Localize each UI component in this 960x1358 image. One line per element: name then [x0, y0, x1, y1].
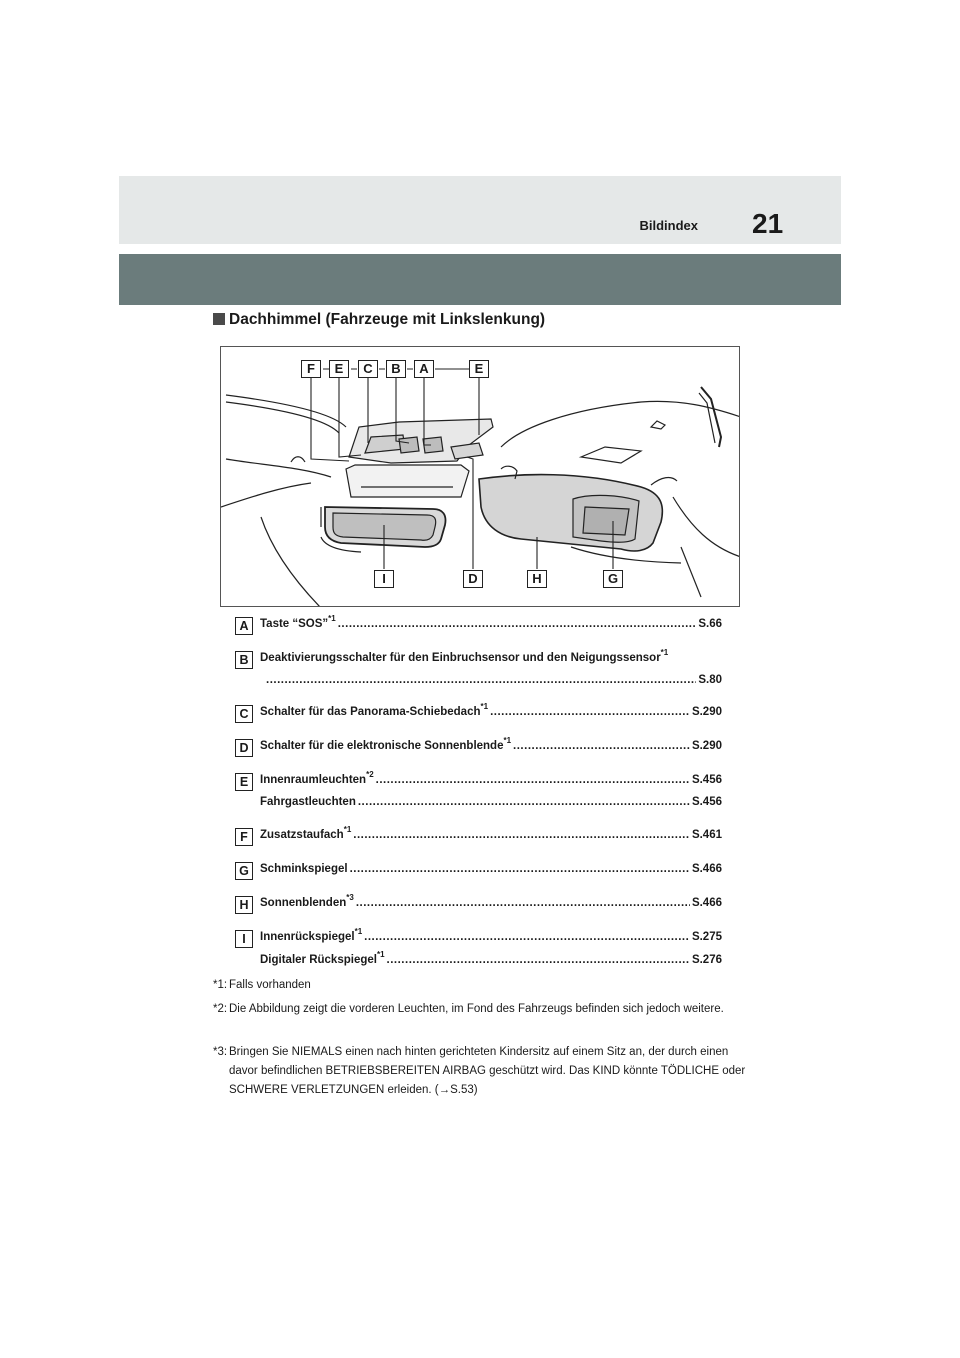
footnote-1 — [213, 976, 753, 995]
entry-badge-d: D — [235, 739, 253, 757]
leader-dots — [513, 740, 690, 752]
header-section-title: Bildindex — [639, 218, 698, 233]
leader-dots — [387, 954, 690, 966]
leader-dots — [376, 774, 690, 786]
entry-label: Schalter für die elektronische Sonnenblende$^{*1}$ — [260, 736, 512, 752]
entry-label: Schminkspiegel — [260, 863, 348, 875]
header-band — [119, 176, 841, 244]
callout-g: G — [603, 570, 623, 588]
entry-label: Zusatzstaufach$^{*1}$ — [260, 825, 352, 841]
entry-label: Digitaler Rückspiegel$^{*1}$ — [260, 950, 385, 966]
footnote-mark: *3: — [213, 1046, 228, 1058]
entry-h-line — [260, 893, 722, 909]
page-reference[interactable]: S.276 — [691, 954, 722, 966]
entry-badge-b: B — [235, 651, 253, 669]
section-title — [213, 311, 545, 329]
entry-label: Innenraumleuchten$^{*2}$ — [260, 770, 374, 786]
entry-badge-e: E — [235, 773, 253, 791]
entry-e-line2 — [260, 796, 722, 808]
entry-label: Innenrückspiegel$^{*1}$ — [260, 927, 363, 943]
entry-e-line1 — [260, 770, 722, 786]
footnote-text: Die Abbildung zeigt die vorderen Leuchten, im Fond des Fahrzeugs befinden sich jedoch weitere. — [229, 1003, 724, 1015]
callout-f: F — [301, 360, 321, 378]
page-reference[interactable]: S.290 — [691, 706, 722, 718]
callout-e: E — [329, 360, 349, 378]
page-reference[interactable]: S.80 — [698, 674, 722, 686]
illustration-drawing — [221, 347, 740, 607]
page-reference[interactable]: S.66 — [698, 618, 722, 630]
entry-i-line1 — [260, 927, 722, 943]
footnote-text: Bringen Sie NIEMALS einen nach hinten gerichteten Kindersitz auf einem Sitz an, der durch einen davor befindlichen BETRIEBSBEREITEN AIRBAG geschützt wird. Das KIND könnte TÖDLICHE oder SCHWERE VERLETZUNGEN erleiden. (→S.53) — [229, 1046, 746, 1096]
page-reference[interactable]: S.461 — [691, 829, 722, 841]
callout-a: A — [414, 360, 434, 378]
page-reference[interactable]: S.456 — [691, 796, 722, 808]
callout-i: I — [374, 570, 394, 588]
bullet-square-icon — [213, 313, 225, 325]
entry-label: Schalter für das Panorama-Schiebedach$^{*1}$ — [260, 702, 489, 718]
page-reference[interactable]: S.466 — [691, 863, 722, 875]
footnote-text: Falls vorhanden — [229, 979, 311, 991]
page-number: 21 — [752, 208, 784, 239]
page-reference[interactable]: S.466 — [691, 897, 722, 909]
entry-badge-a: A — [235, 617, 253, 635]
entry-b-line2 — [264, 674, 722, 686]
leader-dots — [338, 618, 697, 630]
footnote-3 — [213, 1043, 753, 1096]
page-reference[interactable]: S.275 — [691, 931, 722, 943]
leader-dots — [353, 829, 690, 841]
entry-c-line — [260, 702, 722, 718]
callout-c: C — [358, 360, 378, 378]
footnote-mark: *2: — [213, 1003, 228, 1015]
callout-b: B — [386, 360, 406, 378]
leader-dots — [490, 706, 690, 718]
entry-badge-f: F — [235, 828, 253, 846]
entry-g-line — [260, 863, 722, 875]
page-reference[interactable]: S.456 — [691, 774, 722, 786]
entry-b-line1 — [260, 648, 722, 664]
entry-badge-c: C — [235, 705, 253, 723]
entry-badge-h: H — [235, 896, 253, 914]
callout-e-right: E — [469, 360, 489, 378]
entry-label: Taste “SOS”$^{*1}$ — [260, 614, 336, 630]
entry-badge-g: G — [235, 862, 253, 880]
leader-dots — [364, 931, 690, 943]
entry-label: Fahrgastleuchten — [260, 796, 356, 808]
leader-dots — [356, 897, 690, 909]
header-dark-band — [119, 254, 841, 305]
leader-dots — [266, 674, 696, 686]
footnote-2 — [213, 1000, 753, 1019]
entry-label: Deaktivierungsschalter für den Einbruchsensor und den Neigungssensor$^{*1}$ — [260, 648, 669, 664]
footnote-mark: *1: — [213, 979, 228, 991]
callout-d: D — [463, 570, 483, 588]
leader-dots — [358, 796, 690, 808]
entry-f-line — [260, 825, 722, 841]
entry-label: Sonnenblenden$^{*3}$ — [260, 893, 354, 909]
leader-dots — [350, 863, 690, 875]
page-reference[interactable]: S.290 — [691, 740, 722, 752]
entry-i-line2 — [260, 950, 722, 966]
section-title-text: Dachhimmel (Fahrzeuge mit Linkslenkung) — [229, 311, 546, 328]
entry-d-line — [260, 736, 722, 752]
callout-h: H — [527, 570, 547, 588]
entry-a-line — [260, 614, 722, 630]
roof-console-illustration — [220, 346, 740, 607]
entry-badge-i: I — [235, 930, 253, 948]
